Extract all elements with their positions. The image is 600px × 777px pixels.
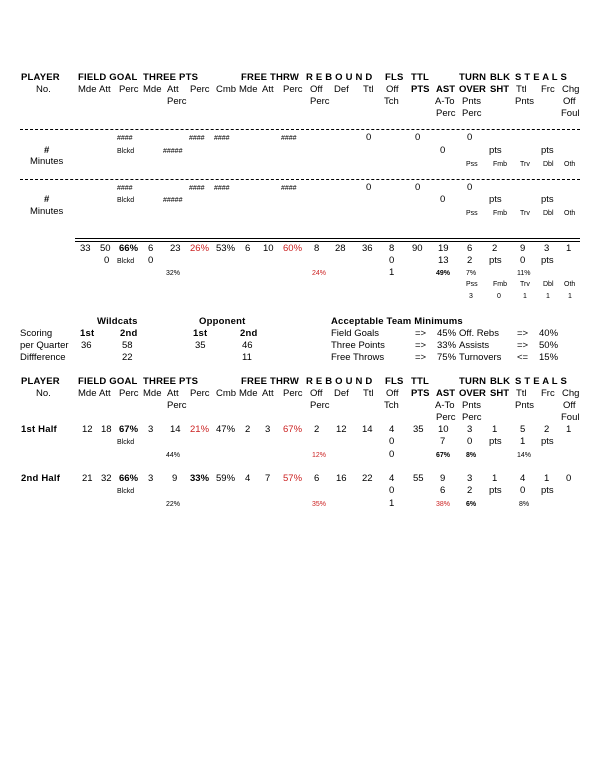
min-op: => (415, 340, 427, 351)
ft-perc: #### (281, 185, 297, 192)
col-cmb: Cmb (216, 388, 237, 399)
half-label: 1st Half (21, 424, 57, 435)
three-att-perc: ##### (163, 148, 183, 155)
blk-sht: 1 (492, 473, 498, 484)
min-label: Off. Rebs (459, 328, 499, 339)
col-cmb: Cmb (216, 84, 237, 95)
a-to: 7 (440, 436, 446, 447)
ft-perc: 67% (283, 424, 303, 435)
oth-label: Oth (564, 210, 576, 217)
fg-att: 50 (100, 243, 111, 254)
three-perc: 21% (190, 424, 210, 435)
col-att: Att (262, 388, 274, 399)
off-tch: 0 (389, 255, 395, 266)
col-def: Def (334, 84, 349, 95)
ft-att: 7 (265, 473, 271, 484)
ast-perc: 49% (436, 270, 451, 277)
pts-label: pts (541, 255, 554, 266)
oth-count: 1 (568, 293, 572, 300)
fg-perc: 66% (119, 473, 139, 484)
pts-label: pts (489, 436, 502, 447)
wildcats-q1: 36 (81, 340, 92, 351)
opponent-diff: 11 (242, 352, 252, 363)
cmb-perc: 47% (216, 424, 236, 435)
col-sht: SHT (490, 84, 509, 95)
cmb-perc: #### (214, 185, 230, 192)
over-perc: 8% (466, 452, 477, 459)
col-pnts: Pnts (462, 96, 482, 107)
col-sht: SHT (490, 388, 509, 399)
quarter-1st: 1st (80, 328, 95, 339)
col-att: Att (99, 388, 111, 399)
blocked-count: 0 (104, 255, 110, 266)
reb-def: 16 (336, 473, 347, 484)
pts-label: pts (489, 145, 502, 156)
blocked-label: Blckd (117, 258, 135, 265)
fg-made: 33 (80, 243, 91, 254)
trv-label: Trv (520, 210, 530, 217)
col-foul: Foul (561, 412, 580, 423)
min-value: 45% (437, 328, 457, 339)
oth-label: Oth (564, 281, 576, 288)
fmb-label: Fmb (493, 161, 507, 168)
ft-att: 10 (263, 243, 274, 254)
steals-ttl: 4 (520, 473, 526, 484)
col-pnts: Pnts (515, 400, 535, 411)
turnovers: 3 (467, 424, 473, 435)
col-def: Def (334, 388, 349, 399)
col-pnts: Pnts (515, 96, 535, 107)
opponent-q1: 35 (195, 340, 206, 351)
min-op: => (415, 328, 427, 339)
steal-pnts: 0 (520, 255, 526, 266)
ttl-pts: 35 (413, 424, 424, 435)
trv-label: Trv (520, 161, 530, 168)
steals-header: S T E A L S (515, 376, 567, 387)
col-perc: Perc (190, 388, 210, 399)
player-number: # (44, 145, 50, 156)
col-mde: Mde (239, 84, 258, 95)
col-ttl: Ttl (363, 84, 374, 95)
min-label: Turnovers (459, 352, 502, 363)
ttl-pts: 55 (413, 473, 424, 484)
player-number: # (44, 194, 50, 205)
three-att-perc: 32% (166, 270, 181, 277)
col-perc: Perc (436, 108, 456, 119)
blocked-label: Blckd (117, 488, 135, 495)
pts-label: pts (489, 255, 502, 266)
rebound-header: R E B O U N D (306, 72, 373, 83)
quarter-2nd: 2nd (240, 328, 258, 339)
oth-label: Oth (564, 161, 576, 168)
col-off: Off (310, 84, 323, 95)
reb-ttl: 36 (362, 243, 373, 254)
totals-rule (75, 238, 580, 239)
steals-header: S T E A L S (515, 72, 567, 83)
wildcats-q2: 58 (122, 340, 133, 351)
col-frc: Frc (541, 388, 555, 399)
blocked-label: Blckd (117, 197, 135, 204)
fls-extra: 0 (389, 449, 395, 460)
col-ttl: Ttl (363, 388, 374, 399)
a-to: 13 (438, 255, 449, 266)
three-pts-header: THREE PTS (143, 376, 199, 387)
ast: 10 (438, 424, 449, 435)
cmb-perc: #### (214, 135, 230, 142)
ast-perc: 38% (436, 501, 451, 508)
col-att: Att (99, 84, 111, 95)
fls: 8 (389, 243, 395, 254)
ft-perc: 60% (283, 243, 303, 254)
col-chg: Chg (562, 84, 580, 95)
over-total: 0 (467, 132, 473, 143)
half-label: 2nd Half (21, 473, 61, 484)
pss-label: Pss (466, 281, 478, 288)
col-perc: Perc (283, 84, 303, 95)
off-tch: 0 (389, 485, 395, 496)
over-pnts: 0 (467, 436, 473, 447)
three-att: 9 (172, 473, 178, 484)
reb-total: 0 (366, 182, 372, 193)
col-perc: Perc (462, 412, 482, 423)
per-quarter-label: per Quarter (20, 340, 69, 351)
min-op: => (415, 352, 427, 363)
col-perc: Perc (436, 412, 456, 423)
fg-att: 32 (101, 473, 112, 484)
free-thrw-header: FREE THRW (241, 72, 300, 83)
off-reb-perc: 35% (312, 501, 327, 508)
col-perc: Perc (310, 400, 330, 411)
reb-off: 2 (314, 424, 320, 435)
steal-perc: 8% (519, 501, 530, 508)
reb-off: 6 (314, 473, 320, 484)
three-att: 23 (170, 243, 181, 254)
steals-chg: 1 (566, 424, 572, 435)
three-att-perc: ##### (163, 197, 183, 204)
three-att: 14 (170, 424, 181, 435)
fg-perc: 66% (119, 243, 139, 254)
min-value: 75% (437, 352, 457, 363)
col-frc: Frc (541, 84, 555, 95)
three-perc: #### (189, 135, 205, 142)
col-ttl: Ttl (516, 388, 527, 399)
steals-frc: 3 (544, 243, 550, 254)
over-total: 0 (467, 182, 473, 193)
three-blocked: 0 (148, 255, 154, 266)
fls: 4 (389, 473, 395, 484)
three-made: 6 (148, 243, 154, 254)
three-made: 3 (148, 473, 154, 484)
pss-label: Pss (466, 210, 478, 217)
wildcats-header: Wildcats (97, 316, 138, 327)
ft-made: 6 (245, 243, 251, 254)
fg-att: 18 (101, 424, 112, 435)
ft-att: 3 (265, 424, 271, 435)
min-label: Field Goals (331, 328, 380, 339)
col-pnts: Pnts (462, 400, 482, 411)
three-pts-header: THREE PTS (143, 72, 199, 83)
field-goal-header: FIELD GOAL (78, 72, 138, 83)
steals-frc: 1 (544, 473, 550, 484)
col-foul: Foul (561, 108, 580, 119)
minimums-title: Acceptable Team Minimums (331, 316, 463, 327)
reb-def: 12 (336, 424, 347, 435)
steals-chg: 0 (566, 473, 572, 484)
three-att-perc: 44% (166, 452, 181, 459)
fg-perc: #### (117, 135, 133, 142)
player-header: PLAYER (21, 376, 60, 387)
col-perc: Perc (167, 400, 187, 411)
min-label: Three Points (331, 340, 385, 351)
dbl-count: 1 (546, 293, 550, 300)
ft-made: 2 (245, 424, 251, 435)
fls-header: FLS (385, 376, 404, 387)
over-perc: 6% (466, 501, 477, 508)
col-tch: Tch (384, 96, 399, 107)
three-perc: 33% (190, 473, 210, 484)
col-mde: Mde (78, 84, 97, 95)
min-label: Free Throws (331, 352, 385, 363)
three-perc: #### (189, 185, 205, 192)
wildcats-diff: 22 (122, 352, 133, 363)
blk-header: BLK (490, 72, 511, 83)
ast-total: 0 (440, 194, 446, 205)
dbl-label: Dbl (543, 210, 554, 217)
no-label: No. (36, 84, 51, 95)
reb-ttl: 14 (362, 424, 373, 435)
col-perc: Perc (119, 84, 139, 95)
col-pts: PTS (411, 388, 430, 399)
fmb-label: Fmb (493, 210, 507, 217)
off-reb-perc: 24% (312, 270, 327, 277)
a-to: 6 (440, 485, 446, 496)
col-ast: AST (436, 84, 455, 95)
ttl-header: TTL (411, 72, 430, 83)
three-made: 3 (148, 424, 154, 435)
reb-off: 8 (314, 243, 320, 254)
col-over: OVER (459, 84, 486, 95)
ast: 9 (440, 473, 446, 484)
ast-total: 0 (440, 145, 446, 156)
min-label: Assists (459, 340, 490, 351)
min-op: => (517, 328, 529, 339)
cmb-perc: 59% (216, 473, 236, 484)
fg-perc: #### (117, 185, 133, 192)
fls: 4 (389, 424, 395, 435)
col-perc: Perc (310, 96, 330, 107)
col-perc: Perc (167, 96, 187, 107)
fmb-label: Fmb (493, 281, 507, 288)
divider (20, 179, 580, 180)
steal-perc: 14% (517, 452, 532, 459)
turn-header: TURN (459, 376, 487, 387)
steal-pnts: 0 (520, 485, 526, 496)
divider (20, 129, 580, 130)
over-perc: 7% (466, 270, 477, 277)
fg-perc: 67% (119, 424, 139, 435)
totals-rule (75, 241, 580, 242)
min-value: 33% (437, 340, 457, 351)
col-off: Off (386, 84, 399, 95)
fls-header: FLS (385, 72, 404, 83)
fls-extra: 1 (389, 267, 395, 278)
ft-perc: #### (281, 135, 297, 142)
cmb-perc: 53% (216, 243, 236, 254)
reb-def: 28 (335, 243, 346, 254)
pss-count: 3 (469, 293, 473, 300)
col-off: Off (563, 400, 576, 411)
fmb-count: 0 (497, 293, 501, 300)
col-a-to: A-To (435, 400, 455, 411)
col-perc: Perc (462, 108, 482, 119)
blk-header: BLK (490, 376, 511, 387)
col-perc: Perc (190, 84, 210, 95)
rebound-header: R E B O U N D (306, 376, 373, 387)
scoring-label: Scoring (20, 328, 53, 339)
steal-perc: 11% (517, 270, 531, 277)
ast: 19 (438, 243, 449, 254)
steals-chg: 1 (566, 243, 572, 254)
col-att: Att (262, 84, 274, 95)
min-op: <= (517, 352, 529, 363)
blk-sht: 1 (492, 424, 498, 435)
col-a-to: A-To (435, 96, 455, 107)
blocked-label: Blckd (117, 439, 135, 446)
col-off: Off (310, 388, 323, 399)
reb-total: 0 (366, 132, 372, 143)
field-goal-header: FIELD GOAL (78, 376, 138, 387)
ttl-header: TTL (411, 376, 430, 387)
over-pnts: 2 (467, 255, 473, 266)
col-ttl: Ttl (516, 84, 527, 95)
fls-extra: 1 (389, 498, 395, 509)
col-mde: Mde (239, 388, 258, 399)
fg-made: 12 (82, 424, 93, 435)
opponent-header: Opponent (199, 316, 246, 327)
min-value: 15% (539, 352, 559, 363)
col-ast: AST (436, 388, 455, 399)
ttl-pts: 90 (412, 243, 423, 254)
min-op: => (517, 340, 529, 351)
off-tch: 0 (389, 436, 395, 447)
pts-total: 0 (415, 132, 421, 143)
col-mde: Mde (143, 388, 162, 399)
pts-total: 0 (415, 182, 421, 193)
over-pnts: 2 (467, 485, 473, 496)
pts-label: pts (541, 194, 554, 205)
three-att-perc: 22% (166, 501, 181, 508)
three-perc: 26% (190, 243, 210, 254)
turn-header: TURN (459, 72, 487, 83)
player-header: PLAYER (21, 72, 60, 83)
min-value: 40% (539, 328, 559, 339)
quarter-1st: 1st (193, 328, 208, 339)
difference-label: Diffference (20, 352, 66, 363)
minutes-label: Minutes (30, 206, 64, 217)
blocked-label: Blckd (117, 148, 135, 155)
pts-label: pts (489, 485, 502, 496)
steals-ttl: 5 (520, 424, 526, 435)
col-perc: Perc (119, 388, 139, 399)
pts-label: pts (541, 436, 554, 447)
steal-pnts: 1 (520, 436, 526, 447)
trv-count: 1 (523, 293, 527, 300)
turnovers: 3 (467, 473, 473, 484)
col-off: Off (386, 388, 399, 399)
trv-label: Trv (520, 281, 530, 288)
steals-frc: 2 (544, 424, 550, 435)
quarter-2nd: 2nd (120, 328, 138, 339)
col-off: Off (563, 96, 576, 107)
col-perc: Perc (283, 388, 303, 399)
ft-made: 4 (245, 473, 251, 484)
opponent-q2: 46 (242, 340, 253, 351)
col-pts: PTS (411, 84, 430, 95)
ft-perc: 57% (283, 473, 303, 484)
dbl-label: Dbl (543, 281, 554, 288)
pss-label: Pss (466, 161, 478, 168)
reb-ttl: 22 (362, 473, 373, 484)
minutes-label: Minutes (30, 156, 64, 167)
dbl-label: Dbl (543, 161, 554, 168)
col-att: Att (167, 388, 179, 399)
col-mde: Mde (143, 84, 162, 95)
pts-label: pts (489, 194, 502, 205)
min-value: 50% (539, 340, 559, 351)
blk-sht: 2 (492, 243, 498, 254)
col-chg: Chg (562, 388, 580, 399)
turnovers: 6 (467, 243, 473, 254)
no-label: No. (36, 388, 51, 399)
col-att: Att (167, 84, 179, 95)
pts-label: pts (541, 485, 554, 496)
ast-perc: 67% (436, 452, 451, 459)
steals-ttl: 9 (520, 243, 526, 254)
col-mde: Mde (78, 388, 97, 399)
col-over: OVER (459, 388, 486, 399)
col-tch: Tch (384, 400, 399, 411)
off-reb-perc: 12% (312, 452, 327, 459)
pts-label: pts (541, 145, 554, 156)
fg-made: 21 (82, 473, 93, 484)
free-thrw-header: FREE THRW (241, 376, 300, 387)
